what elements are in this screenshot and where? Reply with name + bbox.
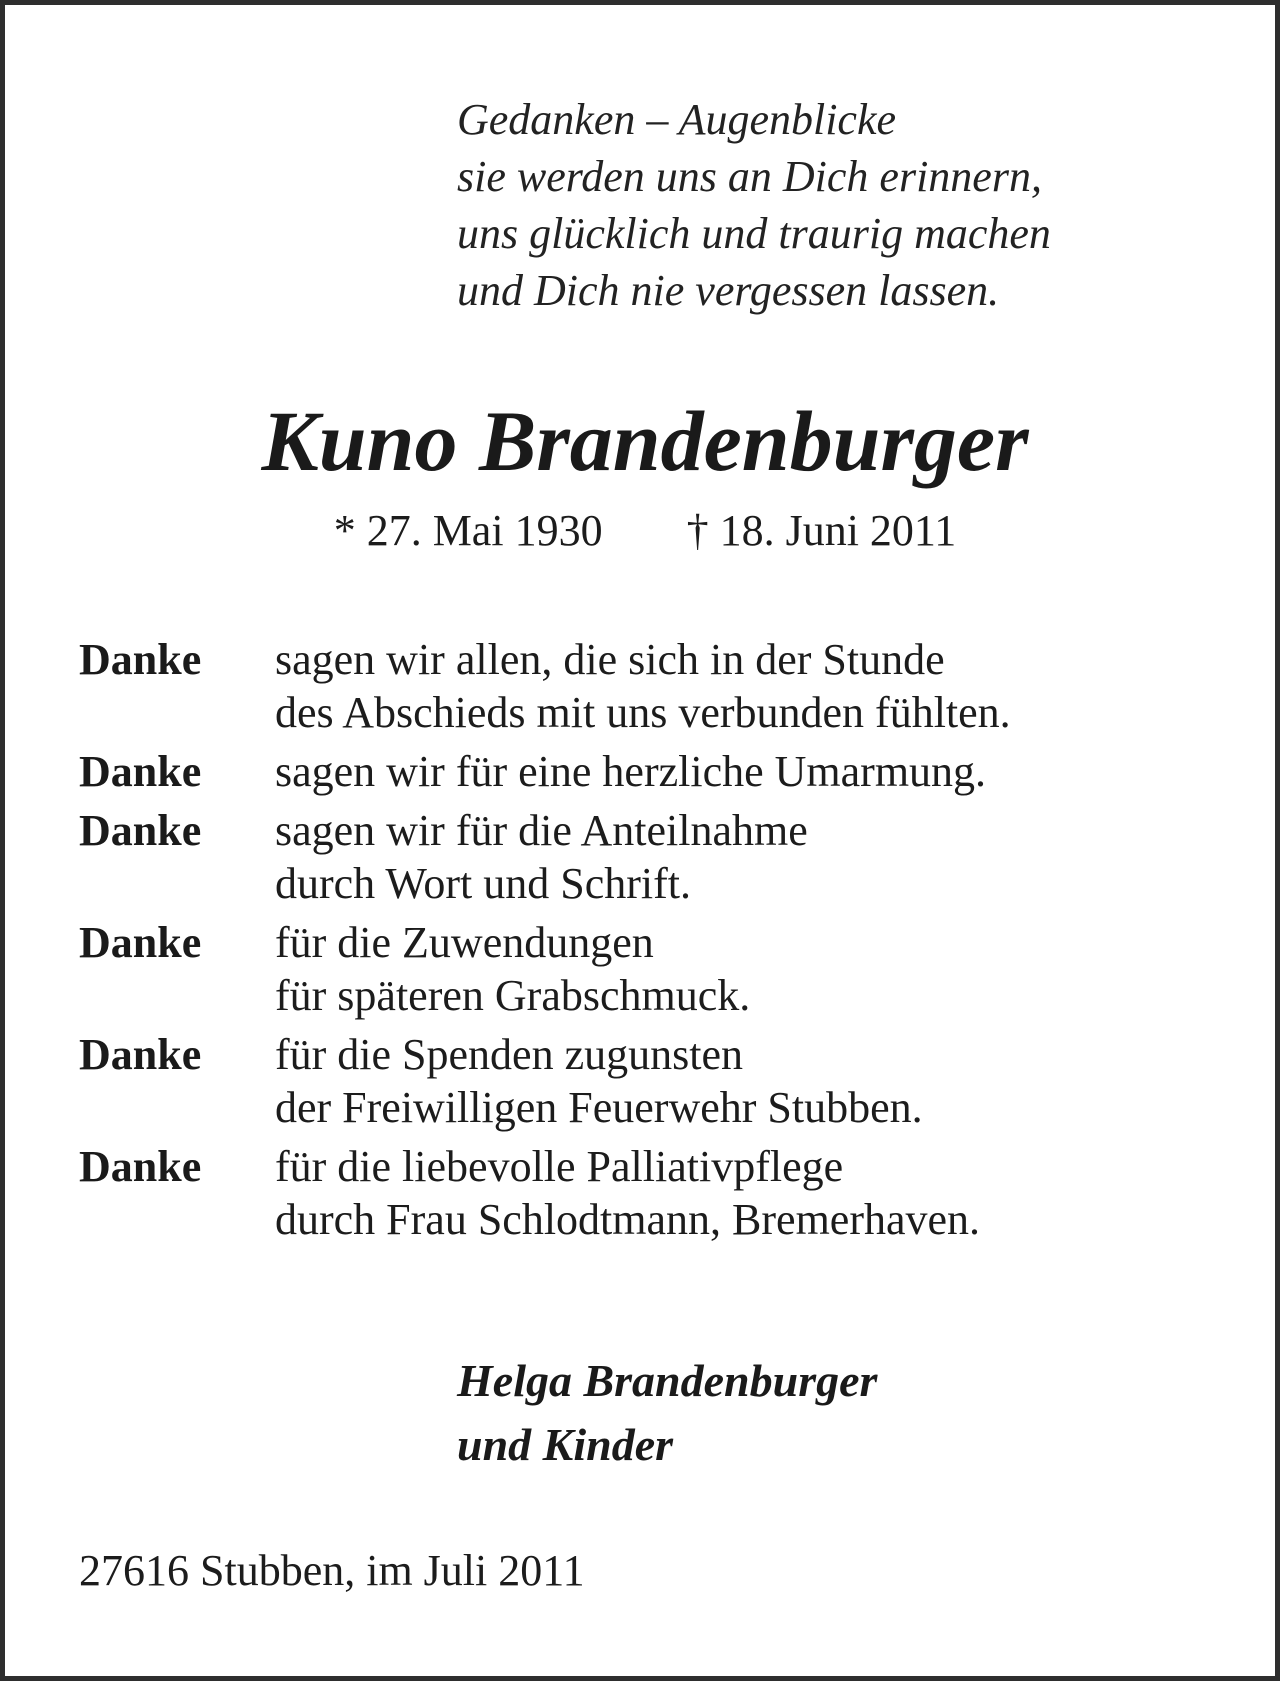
poem-line: sie werden uns an Dich erinnern, — [457, 152, 1042, 201]
poem-line: uns glücklich und traurig machen — [457, 209, 1051, 258]
thanks-word: Danke — [79, 1030, 202, 1079]
thanks-line: sagen wir für die Anteilnahme — [275, 806, 808, 855]
thanks-line: für die Spenden zugunsten — [275, 1030, 743, 1079]
thanks-line: durch Wort und Schrift. — [275, 859, 692, 908]
thanks-text — [275, 1140, 980, 1246]
death-date: † 18. Juni 2011 — [686, 506, 957, 555]
life-dates — [5, 503, 1280, 559]
place-and-date: 27616 Stubben, im Juli 2011 — [79, 1546, 585, 1595]
thanks-word: Danke — [79, 747, 202, 796]
signature-line: und Kinder — [457, 1419, 674, 1470]
thanks-row — [79, 1140, 1199, 1246]
thanks-row — [79, 804, 1199, 910]
poem-line: Gedanken – Augenblicke — [457, 95, 897, 144]
thanks-text — [275, 916, 750, 1022]
thanks-line: der Freiwilligen Feuerwehr Stubben. — [275, 1083, 923, 1132]
thanks-list — [79, 633, 1199, 1252]
thanks-word: Danke — [79, 1142, 202, 1191]
thanks-text — [275, 804, 808, 910]
thanks-line: des Abschieds mit uns verbunden fühlten. — [275, 688, 1011, 737]
thanks-line: für späteren Grabschmuck. — [275, 971, 751, 1020]
thanks-word: Danke — [79, 806, 202, 855]
thanks-line: durch Frau Schlodtmann, Bremerhaven. — [275, 1195, 981, 1244]
thanks-text — [275, 633, 1011, 739]
thanks-row — [79, 633, 1199, 739]
thanks-word: Danke — [79, 635, 202, 684]
thanks-line: für die liebevolle Palliativpflege — [275, 1142, 844, 1191]
deceased-name: Kuno Brandenburger — [261, 393, 1029, 489]
thanks-text — [275, 745, 986, 798]
thanks-word: Danke — [79, 918, 202, 967]
memorial-poem — [457, 91, 1051, 319]
thanks-line: sagen wir für eine herzliche Umarmung. — [275, 747, 987, 796]
thanks-row — [79, 745, 1199, 798]
thanks-text — [275, 1028, 923, 1134]
birth-date: * 27. Mai 1930 — [333, 506, 603, 555]
thanks-row — [79, 916, 1199, 1022]
thanks-row — [79, 1028, 1199, 1134]
signature-line: Helga Brandenburger — [457, 1355, 878, 1406]
signature — [457, 1349, 877, 1477]
thanks-line: sagen wir allen, die sich in der Stunde — [275, 635, 945, 684]
thanks-line: für die Zuwendungen — [275, 918, 654, 967]
poem-line: und Dich nie vergessen lassen. — [457, 266, 1000, 315]
